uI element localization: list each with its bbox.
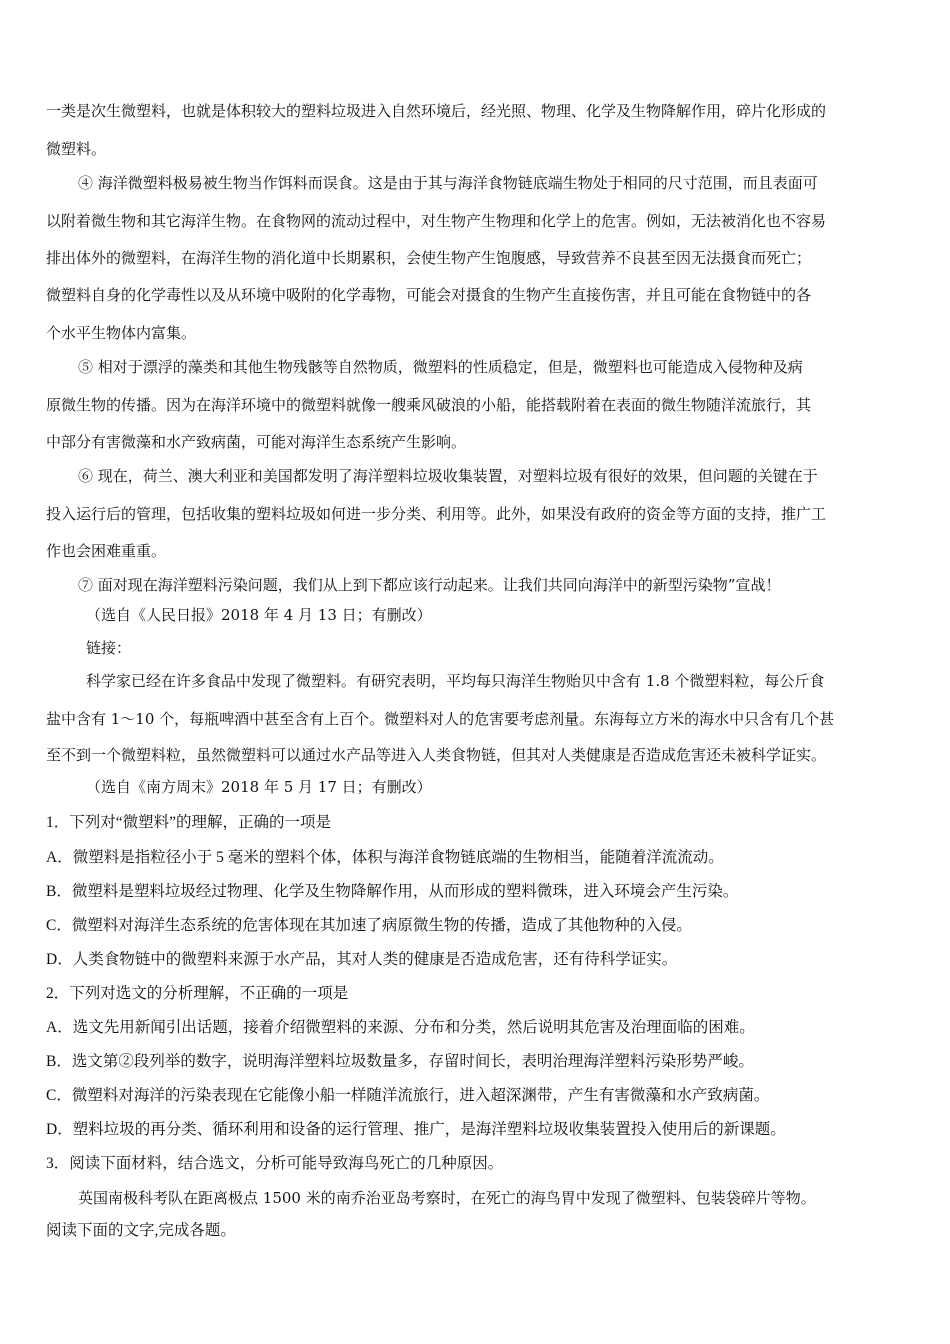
question-3-stem: 3．阅读下面材料，结合选文，分析可能导致海鸟死亡的几种原因。 (46, 1155, 504, 1172)
paragraph-6-line: 作也会困难重重。 (46, 542, 167, 560)
source-citation: （选自《南方周末》2018 年 5 月 17 日；有删改） (86, 778, 432, 796)
paragraph-6-line: ⑥ 现在，荷兰、澳大利亚和美国都发明了海洋塑料垃圾收集装置，对塑料垃圾有很好的效果，但问题的关键在于 (78, 467, 818, 485)
paragraph-7: ⑦ 面对现在海洋塑料污染问题，我们从上到下都应该行动起来。让我们共同向海洋中的新型污染物”宣战！ (78, 576, 781, 594)
paragraph-6-line: 投入运行后的管理，包括收集的塑料垃圾如何进一步分类、利用等。此外，如果没有政府的资金等方面的支持，推广工 (46, 505, 827, 523)
link-text-line: 盐中含有 1～10 个，每瓶啤酒中甚至含有上百个。微塑料对人的危害要考虑剂量。东海每立方米的海水中只含有几个甚 (46, 710, 835, 728)
question-2-stem: 2．下列对选文的分析理解，不正确的一项是 (46, 985, 349, 1002)
reading-instruction: 阅读下面的文字,完成各题。 (46, 1222, 236, 1239)
question-3-material: 英国南极科考队在距离极点 1500 米的南乔治亚岛考察时，在死亡的海鸟胃中发现了微塑料、包装袋碎片等物。 (78, 1189, 816, 1207)
paragraph-5-line: 原微生物的传播。因为在海洋环境中的微塑料就像一艘乘风破浪的小船，能搭载附着在表面的微生物随洋流旅行，其 (46, 396, 812, 414)
link-text-line: 科学家已经在许多食品中发现了微塑料。有研究表明，平均每只海洋生物贻贝中含有 1.8 个微塑料粒，每公斤食 (86, 672, 825, 690)
paragraph-5-line: 中部分有害微藻和水产致病菌，可能对海洋生态系统产生影响。 (46, 433, 467, 451)
question-2-option-a: A．选文先用新闻引出话题，接着介绍微塑料的来源、分布和分类，然后说明其危害及治理面临的困难。 (46, 1019, 755, 1036)
question-2-option-c: C．微塑料对海洋的污染表现在它能像小船一样随洋流旅行，进入超深渊带，产生有害微藻和水产致病菌。 (46, 1087, 770, 1104)
link-text-line: 至不到一个微塑料粒，虽然微塑料可以通过水产品等进入人类食物链，但其对人类健康是否造成危害还未被科学证实。 (46, 746, 827, 764)
source-citation: （选自《人民日报》2018 年 4 月 13 日；有删改） (86, 606, 432, 624)
question-1-option-c: C．微塑料对海洋生态系统的危害体现在其加速了病原微生物的传播，造成了其他物种的入侵。 (46, 917, 692, 934)
paragraph-4-line: 个水平生物体内富集。 (46, 324, 197, 342)
question-1-option-d: D．人类食物链中的微塑料来源于水产品，其对人类的健康是否造成危害，还有待科学证实。 (46, 951, 678, 968)
question-1-stem: 1．下列对“微塑料”的理解，正确的一项是 (46, 814, 332, 831)
link-label: 链接： (86, 639, 132, 657)
paragraph-4-line: 以附着微生物和其它海洋生物。在食物网的流动过程中，对生物产生物理和化学上的危害。例如，无法被消化也不容易 (46, 212, 827, 230)
paragraph-4-line: ④ 海洋微塑料极易被生物当作饵料而误食。这是由于其与海洋食物链底端生物处于相同的尺寸范围，而且表面可 (78, 174, 818, 192)
paragraph-line: 一类是次生微塑料，也就是体积较大的塑料垃圾进入自然环境后，经光照、物理、化学及生物降解作用，碎片化形成的 (46, 102, 827, 120)
paragraph-line: 微塑料。 (46, 140, 107, 158)
paragraph-4-line: 微塑料自身的化学毒性以及从环境中吸附的化学毒物，可能会对摄食的生物产生直接伤害，并且可能在食物链中的各 (46, 286, 812, 304)
paragraph-5-line: ⑤ 相对于漂浮的藻类和其他生物残骸等自然物质，微塑料的性质稳定，但是，微塑料也可能造成入侵物种及病 (78, 358, 803, 376)
question-2-option-b: B．选文第②段列举的数字，说明海洋塑料垃圾数量多，存留时间长，表明治理海洋塑料污染形势严峻。 (46, 1053, 754, 1070)
paragraph-4-line: 排出体外的微塑料，在海洋生物的消化道中长期累积，会使生物产生饱腹感，导致营养不良甚至因无法摄食而死亡； (46, 249, 812, 267)
question-1-option-b: B．微塑料是塑料垃圾经过物理、化学及生物降解作用，从而形成的塑料微珠，进入环境会产生污染。 (46, 883, 739, 900)
question-2-option-d: D．塑料垃圾的再分类、循环利用和设备的运行管理、推广，是海洋塑料垃圾收集装置投入使用后的新课题。 (46, 1121, 786, 1138)
question-1-option-a: A．微塑料是指粒径小于 5 毫米的塑料个体，体积与海洋食物链底端的生物相当，能随着洋流流动。 (46, 849, 724, 866)
